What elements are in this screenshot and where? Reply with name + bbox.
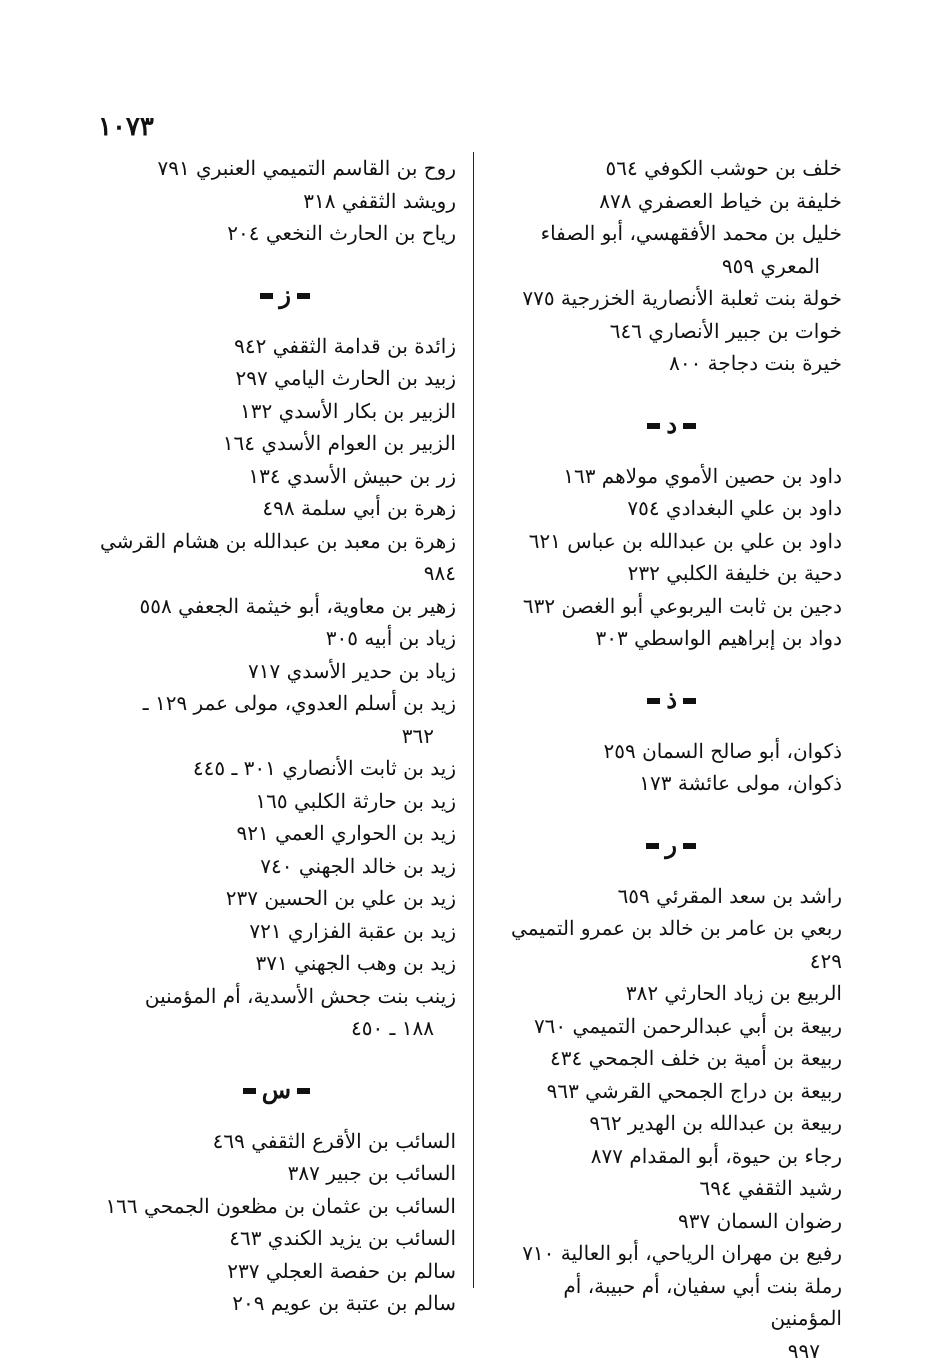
- index-entry: [492, 880, 842, 913]
- entry-text: دواد بن إبراهيم الواسطي ٣٠٣: [595, 626, 842, 650]
- index-entry: [96, 1222, 456, 1255]
- entry-text: زيد بن ثابت الأنصاري ٣٠١ ـ ٤٤٥: [192, 756, 456, 780]
- index-entry: [96, 395, 456, 428]
- entry-text: السائب بن يزيد الكندي ٤٦٣: [229, 1226, 456, 1250]
- heading-dash-icon: [260, 293, 273, 299]
- index-entry: [492, 1205, 842, 1238]
- index-entry: [492, 460, 842, 493]
- entry-text: زياد بن حدير الأسدي ٧١٧: [247, 658, 456, 683]
- index-entry: [492, 282, 842, 315]
- heading-letter: ذ: [666, 684, 677, 714]
- entry-text: زيد بن الحواري العمي ٩٢١: [236, 821, 456, 845]
- index-entry: [96, 850, 456, 883]
- entry-text: رملة بنت أبي سفيان، أم حبيبة، أم المؤمنين: [563, 1273, 842, 1330]
- entry-text: زائدة بن قدامة الثقفي ٩٤٢: [234, 333, 456, 358]
- index-entry: [96, 362, 456, 395]
- index-entry: [492, 912, 842, 977]
- index-entry: [492, 347, 842, 380]
- entry-text: ربيعة بن أمية بن خلف الجمحي ٤٣٤: [549, 1046, 842, 1070]
- heading-dash-icon: [646, 843, 659, 849]
- index-entry: [96, 1190, 456, 1223]
- index-entry: [96, 460, 456, 493]
- entry-text: روح بن القاسم التميمي العنبري ٧٩١: [157, 156, 456, 180]
- entry-text: زينب بنت جحش الأسدية، أم المؤمنين: [144, 983, 456, 1008]
- entry-text: زيد بن خالد الجهني ٧٤٠: [260, 853, 456, 878]
- index-entry: [96, 1255, 456, 1288]
- index-entry: [492, 525, 842, 558]
- index-entry: [492, 1172, 842, 1205]
- letter-heading: [96, 1066, 456, 1114]
- entry-text: ذكوان، مولى عائشة ١٧٣: [639, 771, 842, 795]
- entry-text: زياد بن أبيه ٣٠٥: [325, 626, 456, 650]
- entry-text: الزبير بن العوام الأسدي ١٦٤: [222, 431, 456, 455]
- entry-text: خليل بن محمد الأفقهسي، أبو الصفاء: [540, 221, 842, 245]
- index-entry: [96, 1125, 456, 1158]
- index-entry: [96, 947, 456, 980]
- entry-text: زهرة بن معبد بن عبدالله بن هشام القرشي ٩٨٤: [99, 528, 456, 585]
- entry-text: راشد بن سعد المقرئي ٦٥٩: [617, 883, 842, 908]
- entry-text: زيد بن حارثة الكلبي ١٦٥: [255, 788, 456, 813]
- entry-text: رجاء بن حيوة، أبو المقدام ٨٧٧: [590, 1143, 842, 1168]
- entry-text: ربيعة بن أبي عبدالرحمن التميمي ٧٦٠: [533, 1013, 842, 1038]
- column-divider: [473, 152, 474, 1288]
- entry-text: زيد بن وهب الجهني ٣٧١: [255, 951, 456, 975]
- index-entry: [492, 1140, 842, 1173]
- entry-text: سالم بن حفصة العجلي ٢٣٧: [227, 1258, 456, 1283]
- entry-text: الزبير بن بكار الأسدي ١٣٢: [239, 398, 456, 423]
- entry-text: خليفة بن خياط العصفري ٨٧٨: [599, 188, 842, 213]
- entry-continuation: ١٨٨ ـ ٤٥٠: [350, 1016, 434, 1040]
- entry-text: خوات بن جبير الأنصاري ٦٤٦: [609, 318, 842, 343]
- entry-text: زيد بن عقبة الفزاري ٧٢١: [249, 918, 456, 943]
- entry-text: خلف بن حوشب الكوفي ٥٦٤: [605, 156, 842, 180]
- entry-text: السائب بن عثمان بن مظعون الجمحي ١٦٦: [105, 1193, 456, 1218]
- heading-letter: ر: [665, 829, 677, 859]
- index-entry: [96, 622, 456, 655]
- index-entry: [96, 1287, 456, 1320]
- index-entry: [492, 767, 842, 800]
- entry-text: زيد بن أسلم العدوي، مولى عمر ١٢٩ ـ: [142, 691, 456, 715]
- heading-dash-icon: [683, 423, 696, 429]
- index-entry: [96, 915, 456, 948]
- entry-text: زبيد بن الحارث اليامي ٢٩٧: [235, 366, 456, 390]
- index-entry: [96, 655, 456, 688]
- entry-text: ربيعة بن عبدالله بن الهدير ٩٦٢: [589, 1111, 842, 1135]
- entry-text: خولة بنت ثعلبة الأنصارية الخزرجية ٧٧٥: [522, 286, 842, 310]
- letter-heading: [96, 271, 456, 319]
- entry-text: دجين بن ثابت اليربوعي أبو الغصن ٦٣٢: [522, 593, 842, 618]
- heading-letter: س: [261, 1074, 291, 1104]
- index-entry: [492, 622, 842, 655]
- entry-continuation: ٩٩٧: [787, 1338, 820, 1363]
- index-entry: [492, 977, 842, 1010]
- entry-text: الربيع بن زياد الحارثي ٣٨٢: [625, 981, 842, 1005]
- heading-dash-icon: [297, 293, 310, 299]
- index-entry: [492, 185, 842, 218]
- letter-heading: [492, 821, 842, 869]
- index-entry: [492, 735, 842, 768]
- index-entry: [492, 1042, 842, 1075]
- heading-letter: د: [666, 409, 677, 439]
- index-entry: [492, 315, 842, 348]
- index-entry: [492, 1270, 842, 1368]
- entry-text: داود بن علي البغدادي ٧٥٤: [627, 496, 842, 520]
- index-entry: [492, 557, 842, 590]
- index-column-left: [96, 152, 456, 1320]
- entry-text: ربيعة بن دراج الجمحي القرشي ٩٦٣: [546, 1078, 842, 1103]
- index-entry: [96, 882, 456, 915]
- entry-text: داود بن علي بن عبدالله بن عباس ٦٢١: [528, 528, 842, 553]
- entry-text: داود بن حصين الأموي مولاهم ١٦٣: [563, 463, 842, 488]
- entry-text: دحية بن خليفة الكلبي ٢٣٢: [627, 561, 842, 585]
- index-entry: [96, 980, 456, 1045]
- entry-text: زيد بن علي بن الحسين ٢٣٧: [225, 886, 456, 910]
- index-entry: [96, 152, 456, 185]
- entry-continuation: ٣٦٢: [401, 723, 434, 748]
- index-column-right: [492, 152, 842, 1367]
- index-entry: [96, 752, 456, 785]
- index-entry: [96, 590, 456, 623]
- index-entry: [96, 687, 456, 752]
- entry-text: زهرة بن أبي سلمة ٤٩٨: [262, 496, 456, 520]
- heading-dash-icon: [647, 423, 660, 429]
- index-entry: [96, 217, 456, 250]
- index-entry: [96, 785, 456, 818]
- entry-text: رضوان السمان ٩٣٧: [677, 1208, 842, 1233]
- heading-dash-icon: [683, 843, 696, 849]
- letter-heading: [492, 401, 842, 449]
- index-entry: [96, 185, 456, 218]
- index-entry: [492, 492, 842, 525]
- index-entry: [492, 1010, 842, 1043]
- index-entry: [96, 1157, 456, 1190]
- entry-text: ربعي بن عامر بن خالد بن عمرو التميمي ٤٢٩: [511, 916, 842, 973]
- index-entry: [96, 330, 456, 363]
- index-entry: [492, 217, 842, 282]
- index-entry: [96, 525, 456, 590]
- heading-dash-icon: [243, 1088, 256, 1094]
- letter-heading: [492, 676, 842, 724]
- index-entry: [96, 492, 456, 525]
- entry-text: زر بن حبيش الأسدي ١٣٤: [248, 463, 456, 488]
- index-entry: [492, 1107, 842, 1140]
- index-entry: [492, 1075, 842, 1108]
- heading-letter: ز: [279, 279, 291, 309]
- heading-dash-icon: [647, 698, 660, 704]
- entry-text: رويشد الثقفي ٣١٨: [303, 188, 456, 213]
- entry-text: رشيد الثقفي ٦٩٤: [699, 1176, 842, 1200]
- index-entry: [492, 152, 842, 185]
- entry-continuation: المعري ٩٥٩: [721, 253, 820, 278]
- heading-dash-icon: [683, 698, 696, 704]
- entry-text: رياح بن الحارث النخعي ٢٠٤: [227, 221, 456, 245]
- entry-text: خيرة بنت دجاجة ٨٠٠: [669, 351, 842, 375]
- entry-text: السائب بن جبير ٣٨٧: [287, 1161, 456, 1185]
- entry-text: سالم بن عتبة بن عويم ٢٠٩: [232, 1291, 456, 1315]
- index-entry: [492, 1237, 842, 1270]
- page-number: ١٠٧٣: [98, 112, 154, 142]
- index-entry: [96, 427, 456, 460]
- entry-text: رفيع بن مهران الرياحي، أبو العالية ٧١٠: [522, 1241, 842, 1265]
- heading-dash-icon: [297, 1088, 310, 1094]
- entry-text: السائب بن الأقرع الثقفي ٤٦٩: [212, 1128, 456, 1153]
- entry-text: زهير بن معاوية، أبو خيثمة الجعفي ٥٥٨: [139, 593, 456, 618]
- index-entry: [492, 590, 842, 623]
- index-entry: [96, 817, 456, 850]
- entry-text: ذكوان، أبو صالح السمان ٢٥٩: [603, 738, 842, 763]
